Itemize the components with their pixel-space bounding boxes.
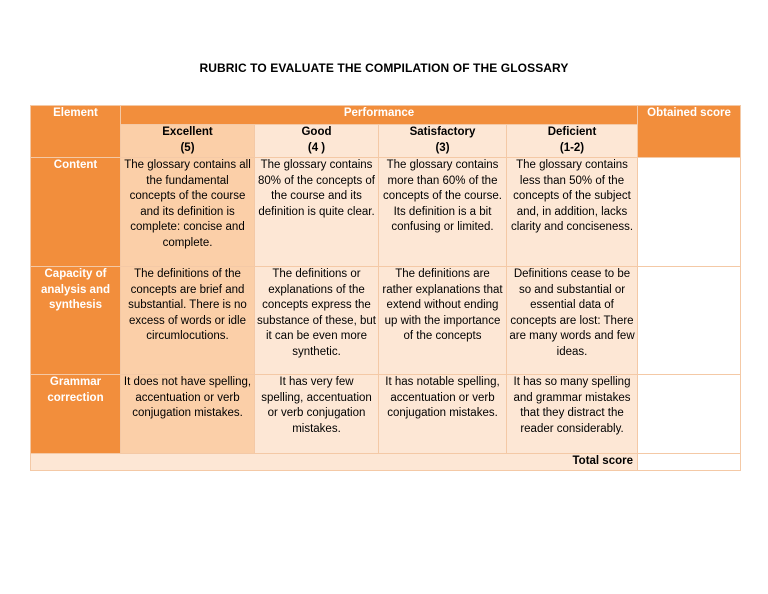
score-cell <box>638 375 741 454</box>
rubric-cell: It has notable spelling, accentuation or verb conjugation mistakes. <box>379 375 507 454</box>
level-good <box>255 125 379 158</box>
rubric-cell: The definitions or explanations of the concepts express the substance of these, but it can be even more synthetic. <box>255 267 379 375</box>
total-score-label: Total score <box>31 454 638 471</box>
level-score: (4 ) <box>307 141 326 154</box>
level-satisfactory <box>379 125 507 158</box>
document-title: RUBRIC TO EVALUATE THE COMPILATION OF THE GLOSSARY <box>199 61 569 75</box>
table-row <box>31 375 741 454</box>
element-label: Grammar correction <box>31 375 121 454</box>
level-score: (1-2) <box>559 141 585 154</box>
level-score: (3) <box>435 141 450 154</box>
total-score-value <box>638 454 741 471</box>
level-name: Excellent <box>162 126 213 138</box>
element-header: Element <box>31 106 121 158</box>
level-name: Satisfactory <box>409 126 476 138</box>
element-label: Capacity of analysis and synthesis <box>31 267 121 375</box>
header-row <box>31 106 741 125</box>
level-name: Good <box>301 126 332 138</box>
rubric-cell: The glossary contains all the fundamental concepts of the course and its definition is complete: concise and complete. <box>121 158 255 267</box>
levels-row <box>31 125 741 158</box>
rubric-cell: Definitions cease to be so and substantial or essential data of concepts are lost: There are many words and few ideas. <box>507 267 638 375</box>
level-name: Deficient <box>547 126 597 138</box>
element-label: Content <box>31 158 121 267</box>
performance-header: Performance <box>121 106 638 125</box>
rubric-cell: The glossary contains more than 60% of the concepts of the course. Its definition is a bit confusing or limited. <box>379 158 507 267</box>
rubric-cell: It has very few spelling, accentuation or verb conjugation mistakes. <box>255 375 379 454</box>
level-deficient <box>507 125 638 158</box>
obtained-score-header: Obtained score <box>638 106 741 158</box>
score-cell <box>638 158 741 267</box>
rubric-table <box>30 105 741 471</box>
rubric-cell: The glossary contains 80% of the concepts of the course and its definition is quite clear. <box>255 158 379 267</box>
rubric-cell: It does not have spelling, accentuation or verb conjugation mistakes. <box>121 375 255 454</box>
rubric-cell: It has so many spelling and grammar mistakes that they distract the reader considerably. <box>507 375 638 454</box>
rubric-cell: The definitions are rather explanations that extend without ending up with the importance of the concepts <box>379 267 507 375</box>
total-row <box>31 454 741 471</box>
rubric-cell: The glossary contains less than 50% of the concepts of the subject and, in addition, lacks clarity and conciseness. <box>507 158 638 267</box>
score-cell <box>638 267 741 375</box>
level-score: (5) <box>180 141 195 154</box>
table-row <box>31 158 741 267</box>
table-row <box>31 267 741 375</box>
level-excellent <box>121 125 255 158</box>
rubric-cell: The definitions of the concepts are brief and substantial. There is no excess of words or idle circumlocutions. <box>121 267 255 375</box>
